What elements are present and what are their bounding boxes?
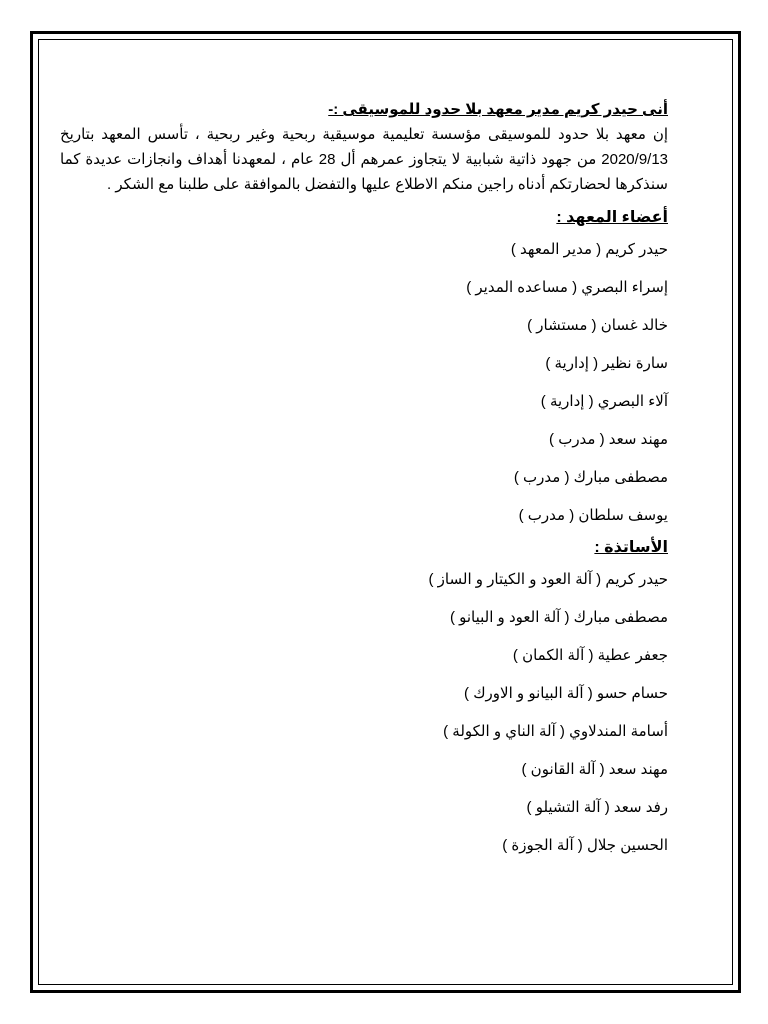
intro-line: لمعهدنا أهداف وانجازات عديدة كما سنذكرها لحضارتكم أدناه راجين منكم الاطلاع [60,151,668,193]
member-item: يوسف سلطان ( مدرب ) [518,507,668,524]
letter-heading: أنى حيدر كريم مدير معهد بلا حدود للموسيقى :- [328,101,668,118]
document-body [60,100,668,865]
members-section-title: أعضاء المعهد : [556,209,668,226]
member-item: مصطفى مبارك ( مدرب ) [513,469,668,486]
member-item: آلاء البصري ( إدارية ) [540,393,668,410]
member-item: حيدر كريم ( مدير المعهد ) [510,241,668,258]
member-item: إسراء البصري ( مساعده المدير ) [466,279,668,296]
teachers-section-title: الأساتذة : [594,539,668,556]
member-item: خالد غسان ( مستشار ) [527,317,668,334]
intro-paragraph [60,122,668,197]
teacher-item: أسامة المندلاوي ( آلة الناي و الكولة ) [443,723,668,740]
intro-line: المعهد بتاريخ 2020/9/13 من جهود ذاتية شبابية لا يتجاوز عمرهم أل 28 عام ، [60,126,669,168]
member-item: سارة نظير ( إدارية ) [545,355,668,372]
teacher-item: حسام حسو ( آلة البيانو و الاورك ) [464,685,668,702]
intro-line: عليها والتفضل بالموافقة على طلبنا مع الشكر . [107,176,392,193]
members-list [60,231,668,535]
teacher-item: مهند سعد ( آلة القانون ) [521,761,668,778]
teachers-list [60,561,668,865]
teacher-item: حيدر كريم ( آلة العود و الكيتار و الساز ) [428,571,668,588]
teacher-item: رفد سعد ( آلة التشيلو ) [526,799,668,816]
intro-line: إن معهد بلا حدود للموسيقى مؤسسة تعليمية موسيقية ربحية وغير ربحية ، تأسس [147,126,668,143]
teacher-item: الحسين جلال ( آلة الجوزة ) [502,837,668,854]
teacher-item: مصطفى مبارك ( آلة العود و البيانو ) [449,609,668,626]
teacher-item: جعفر عطية ( آلة الكمان ) [512,647,668,664]
member-item: مهند سعد ( مدرب ) [549,431,668,448]
